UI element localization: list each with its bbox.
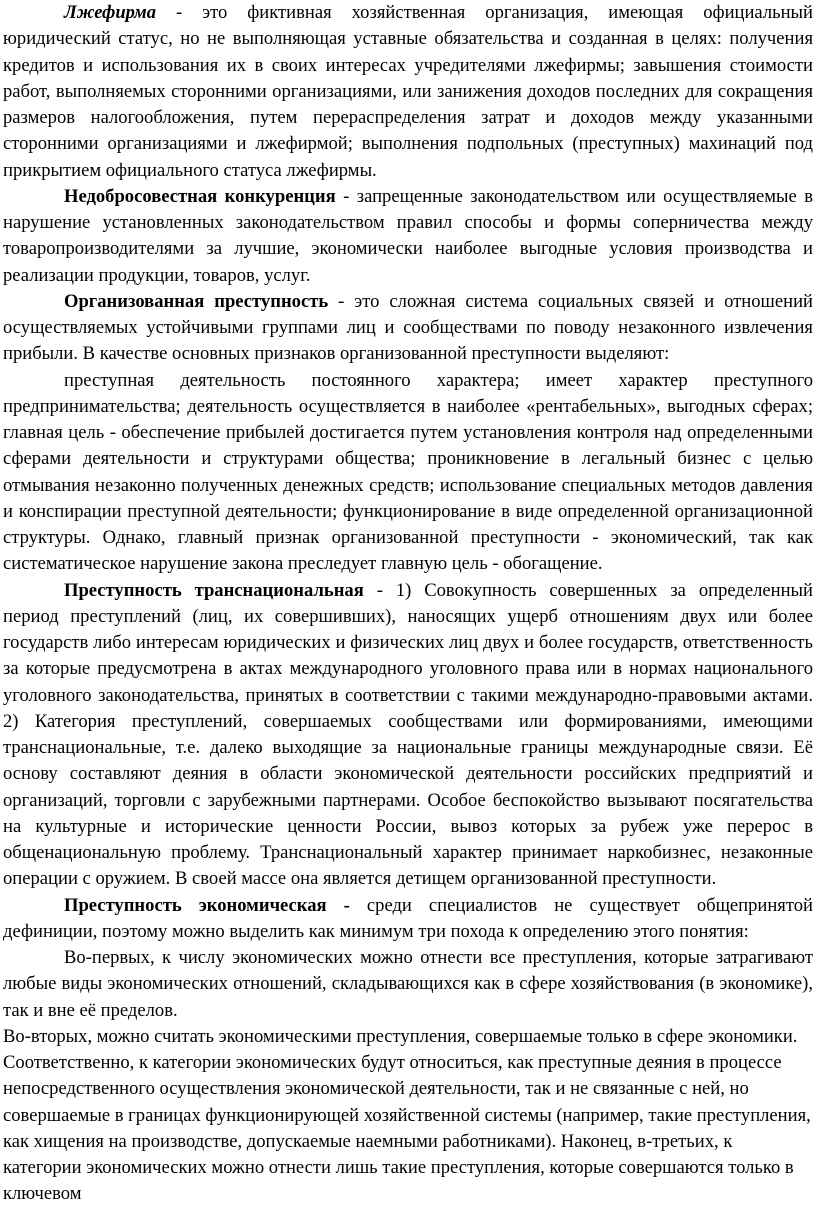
paragraph-first-approach: [3, 945, 813, 1024]
term-fake-firm: Лжефирма: [64, 2, 157, 23]
definition-economic-crime: среди специалистов не существует общепринятой дефиниции, поэтому можно выделить как минимум три похода к определению этого понятия:: [3, 894, 813, 942]
term-economic-crime: Преступность экономическая -: [64, 894, 350, 916]
second-approach-text: Во-вторых, можно считать экономическими преступления, совершаемые только в сфере экономики. Соответственно, к категории экономических будут относиться, как преступные деяния в процессе непосредственного осуществления экономической деятельности, так и не связанные с ней, но совершаемые в границах функционирующей хозяйственной системы (например, такие преступления, как хищения на производстве, допускаемые наемными работниками). Наконец, в-третьих, к категории экономических можно отнести лишь такие преступления, которые совершаются только в ключевом: [3, 1025, 811, 1205]
first-approach-text: Во-первых, к числу экономических можно отнести все преступления, которые затрагивают любые виды экономических отношений, складывающихся как в сфере хозяйствования (в экономике), так и вне её пределов.: [3, 947, 813, 1021]
term-organized-crime: Организованная преступность: [64, 290, 329, 312]
definition-unfair-competition: - запрещенные законодательством или осуществляемые в нарушение установленных законодательством правил способы и формы соперничества между товаропроизводителями за лучшие, экономически наиболее выгодные условия производства и реализации продукции, товаров, услуг.: [3, 185, 813, 286]
paragraph-organized-crime: [3, 289, 813, 368]
definition-fake-firm: - это фиктивная хозяйственная организация, имеющая официальный юридический статус, но не выполняющая уставные обязательства и созданная в целях: получения кредитов и использования их в своих интересах учредителями лжефирмы; завышения стоимости работ, выполняемых сторонними организациями, или занижения доходов последних для сокращения размеров налогообложения, путем перераспределения затрат и доходов между указанными сторонними организациями и лжефирмой; выполнения подпольных (преступных) махинаций под прикрытием официального статуса лжефирмы.: [3, 2, 813, 181]
paragraph-unfair-competition: [3, 184, 813, 289]
organized-crime-features-text: преступная деятельность постоянного характера; имеет характер преступного предпринимательства; деятельность осуществляется в наиболее «рентабельных», выгодных сферах; главная цель - обеспечение прибылей достигается путем установления контроля над определенными сферами деятельности и структурами общества; проникновение в легальный бизнес с целью отмывания незаконно полученных денежных средств; использование специальных методов давления и конспирации преступной деятельности; функционирование в виде определенной организационной структуры. Однако, главный признак организованной преступности - экономический, так как систематическое нарушение закона преследует главную цель - обогащение.: [3, 369, 813, 575]
paragraph-organized-crime-features: [3, 368, 813, 578]
paragraph-economic-crime: [3, 893, 813, 946]
paragraph-transnational-crime: [3, 578, 813, 893]
definition-transnational-crime: - 1) Совокупность совершенных за определенный период преступлений (лиц, их совершивших), наносящих ущерб отношениям двух или более государств либо интересам юридических и физических лиц двух и более государств, ответственность за которые предусмотрена в актах международного уголовного права или в нормах национального уголовного законодательства, принятых в соответствии с такими международно-правовыми актами. 2) Категория преступлений, совершаемых сообществами или формированиями, имеющими транснациональные, т.е. далеко выходящие за национальные границы международные связи. Её основу составляют деяния в области экономической деятельности российских предприятий и организаций, торговли с зарубежными партнерами. Особое беспокойство вызывают посягательства на культурные и исторические ценности России, вывоз которых за рубеж уже перерос в общенациональную проблему. Транснациональный характер принимает наркобизнес, незаконные операции с оружием. В своей массе она является детищем организованной преступности.: [3, 579, 813, 890]
paragraph-second-approach: [3, 1024, 813, 1208]
definition-organized-crime: - это сложная система социальных связей и отношений осуществляемых устойчивыми группами лиц и сообществами по поводу незаконного извлечения прибыли. В качестве основных признаков организованной преступности выделяют:: [3, 290, 813, 365]
paragraph-fake-firm: [3, 0, 813, 184]
term-transnational-crime: Преступность транснациональная: [64, 579, 364, 601]
term-unfair-competition: Недобросовестная конкуренция: [64, 185, 336, 207]
